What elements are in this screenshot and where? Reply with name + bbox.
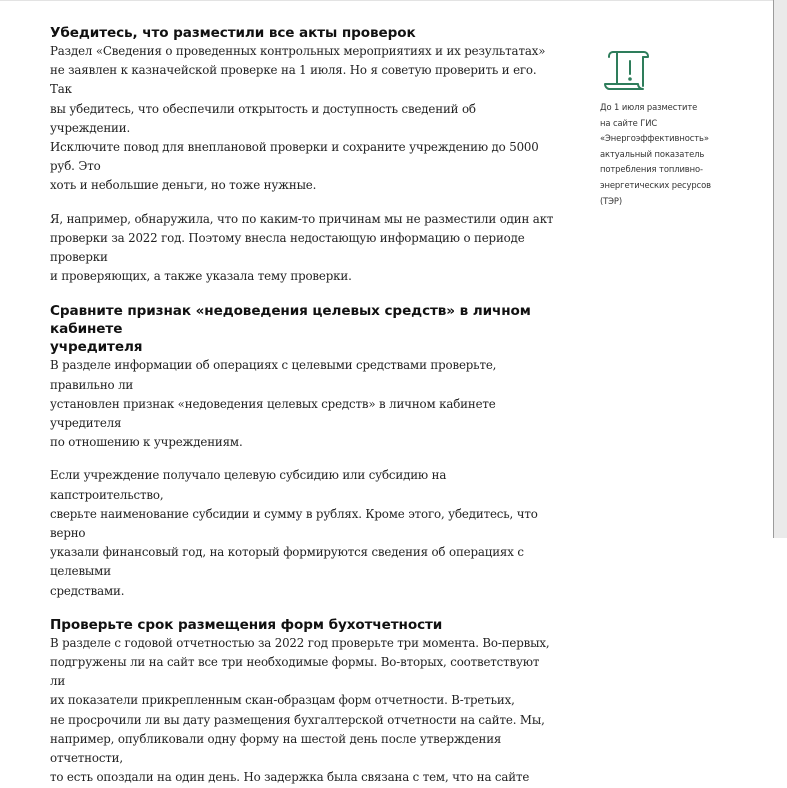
paragraph: Если учреждение получало целевую субсидию или субсидию на капстроительство, сверьте наименование субсидии и сумму в рублях. Кроме этого, убедитесь, что верно указали финансовый год, на который формируются сведения об операциях с целевыми средствами. [50,468,538,598]
section-target-funds [50,302,555,600]
article-body [50,24,555,788]
section-reporting-deadline [50,616,555,788]
paragraph: Раздел «Сведения о проведенных контрольных мероприятиях и их результатах» не заявлен к казначейской проверке на 1 июля. Но я советую проверить и его. Так вы убедитесь, что обеспечили открытость и доступность сведений об учреждении. Исключите повод для внеплановой проверки и сохраните учреждению до 5000 руб. Это хоть и небольшие деньги, но тоже нужные. [50,44,546,193]
sidebar-note [600,44,740,209]
section-heading-target-funds: Сравните признак «недоведения целевых средств» в личном кабинете учредителя [50,303,531,356]
sidebar-note-text: До 1 июля разместите на сайте ГИС «Энергоэффективность» актуальный показатель потребления топливно- энергетических ресурсов (ТЭР) [600,102,711,206]
section-heading-reporting-deadline: Проверьте срок размещения форм бухотчетности [50,616,443,633]
section-acts [50,24,555,286]
top-divider [0,0,773,1]
section-heading-acts: Убедитесь, что разместили все акты проверок [50,25,416,41]
paragraph: В разделе с годовой отчетностью за 2022 год проверьте три момента. Во-первых, подгружены ли на сайт все три необходимые формы. Во-вторых, соответствуют ли их показатели прикрепленным скан-образцам форм отчетности. В-третьих, не просрочили ли вы дату размещения бухгалтерской отчетности на сайте. Мы, например, опубликовали одну форму на шестой день после утверждения отчетности, то есть опоздали на один день. Но задержка была связана с тем, что на сайте [50,635,550,785]
paragraph: Я, например, обнаружила, что по каким-то причинам мы не разместили один акт проверки за 2022 год. Поэтому внесла недостающую информацию о периоде проверки и проверяющих, а также указала тему проверки. [50,211,554,284]
window-frame-edge [773,0,787,538]
scroll-warning-icon [600,44,652,96]
paragraph: В разделе информации об операциях с целевыми средствами проверьте, правильно ли установлен признак «недоведения целевых средств» в личном кабинете учредителя по отношению к учреждениям. [50,358,497,450]
